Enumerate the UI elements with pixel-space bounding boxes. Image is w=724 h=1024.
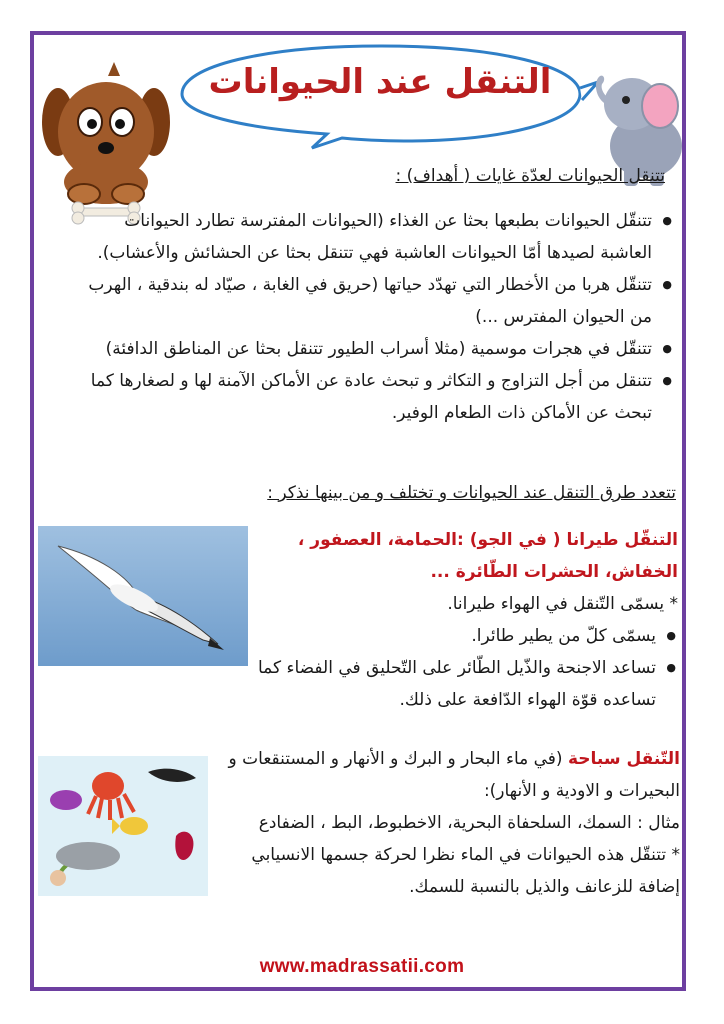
- seagull-photo: [38, 526, 248, 666]
- flight-section: [258, 524, 678, 716]
- swim-intro: [210, 743, 680, 807]
- swim-note: * تتنقّل هذه الحيوانات في الماء نظرا لحركة جسمها الانسيابي إضافة للزعانف والذيل بالنسبة للسمك.: [251, 845, 680, 897]
- page-title: التنقل عند الحيوانات: [208, 62, 552, 102]
- swim-label: التّنقل سباحة: [567, 749, 680, 769]
- swim-section: [210, 743, 680, 903]
- list-item: ● تساعد الاجنحة والذّيل الطّائر على التّحليق في الفضاء كما تساعده قوّة الهواء الدّافعة على ذلك.: [258, 652, 678, 716]
- swim-example: مثال : السمك، السلحفاة البحرية، الاخطبوط، البط ، الضفادع: [258, 813, 680, 833]
- flight-note: * يسمّى التّنقل في الهواء طيرانا.: [447, 594, 678, 614]
- website-link[interactable]: www.madrassatii.com: [259, 956, 465, 977]
- list-item: ● تتنقّل هربا من الأخطار التي تهدّد حياتها (حريق في الغابة ، صيّاد له بندقية ، الهرب من الحيوان المفترس ...): [82, 269, 674, 333]
- list-item: ● يسمّى كلّ من يطير طائرا.: [258, 620, 678, 652]
- purposes-heading: تتنقل الحيوانات لعدّة غايات ( أهداف) :: [395, 166, 665, 186]
- flight-title: التنقّل طيرانا ( في الجو) :الحمامة، العصفور ، الخفاش، الحشرات الطّائرة ...: [297, 530, 678, 582]
- list-item: ● تتنقّل في هجرات موسمية (مثلا أسراب الطيور تتنقل بحثا عن المناطق الدافئة): [82, 333, 674, 365]
- methods-heading: تتعدد طرق التنقل عند الحيوانات و تختلف و من بينها نذكر :: [267, 483, 676, 503]
- list-item: ● تتنقل من أجل التزاوج و التكاثر و تبحث عادة عن الأماكن الآمنة لها و لصغارها كما تبحث عن الأماكن ذات الطعام الوفير.: [82, 365, 674, 429]
- sea-animals-illustration: [38, 756, 208, 896]
- list-item: ● تتنقّل الحيوانات بطبعها بحثا عن الغذاء (الحيوانات المفترسة تطارد الحيوانات العاشبة لصيدها أمّا الحيوانات العاشبة فهي تتنقل بحثا عن الحشائش والأعشاب).: [82, 205, 674, 269]
- purposes-list: [82, 205, 674, 429]
- swim-text: (في ماء البحار و البرك و الأنهار و المستنقعات و البحيرات و الاودية و الأنهار):: [228, 749, 680, 801]
